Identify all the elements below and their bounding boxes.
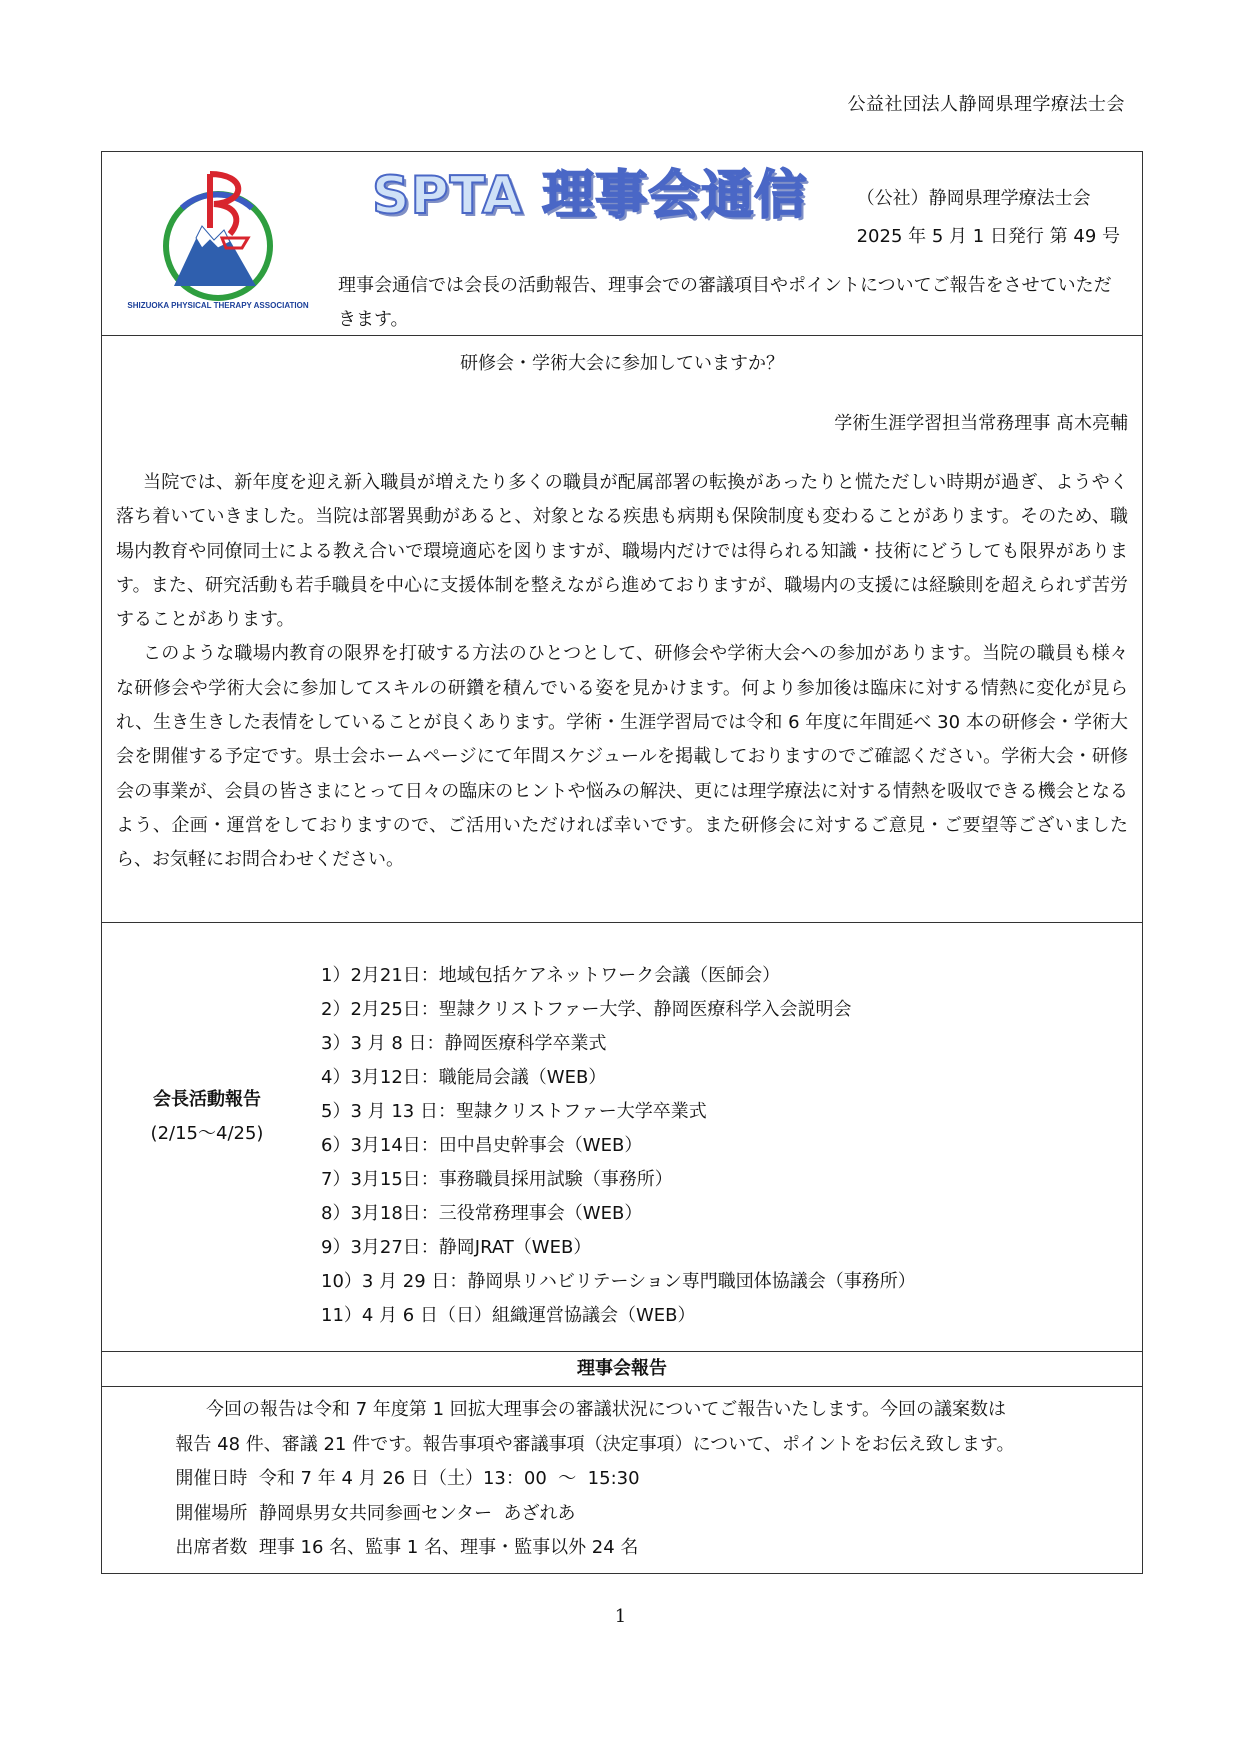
board-paragraph-line: 今回の報告は令和 7 年度第 1 回拡大理事会の審議状況についてご報告いたします。今回の議案数は [206, 1399, 1006, 1420]
issuer-name: （公社）静岡県理学療法士会 [856, 188, 1091, 209]
list-item: 4）3月12日：職能局会議（WEB） [321, 1067, 607, 1088]
article-paragraph: 当院では、新年度を迎え新入職員が増えたり多くの職員が配属部署の転換があったりと慌ただしい時期が過ぎ、ようやく落ち着いていきました。当院は部署異動があると、対象となる疾患も病期も保険制度も変わることがあります。そのため、職場内教育や同僚同士による教え合いで環境適応を図りますが、職場内だけでは得られる知識・技術にどうしても限界があります。また、研究活動も若手職員を中心に支援体制を整えながら進めておりますが、職場内の支援には経験則を超えられず苦労することがあります。 [116, 472, 1128, 631]
article-title: 研修会・学術大会に参加していますか？ [460, 353, 784, 374]
article-body [116, 466, 1128, 878]
list-item: 8）3月18日：三役常務理事会（WEB） [321, 1203, 643, 1224]
board-report-heading: 理事会報告 [102, 1352, 1142, 1387]
newsletter-frame [101, 151, 1143, 1574]
list-item: 9）3月27日：静岡JRAT（WEB） [321, 1237, 592, 1258]
list-item: 2）2月25日：聖隷クリストファー大学、静岡医療科学入会説明会 [321, 999, 852, 1020]
spta-logo [127, 168, 309, 318]
meeting-venue: 開催場所 静岡県男女共同参画センター あざれあ [175, 1502, 576, 1524]
list-item: 1）2月21日：地域包括ケアネットワーク会議（医師会） [321, 965, 781, 986]
board-report-text [116, 1393, 1128, 1566]
issue-info: 2025 年 5 月 1 日発行 第 49 号 [856, 226, 1120, 247]
list-item: 7）3月15日：事務職員採用試験（事務所） [321, 1169, 673, 1190]
list-item: 5）3 月 13 日：聖隷クリストファー大学卒業式 [321, 1101, 707, 1122]
issuer-block [857, 180, 1120, 256]
activity-section [102, 923, 1142, 1352]
meeting-date: 開催日時 令和 7 年 4 月 26 日（土）13：00 ～ 15:30 [175, 1468, 640, 1489]
organization-name: 公益社団法人静岡県理学療法士会 [847, 94, 1125, 115]
board-report-body [102, 1387, 1142, 1573]
board-paragraph-line: 報告 48 件、審議 21 件です。報告事項や審議事項（決定事項）について、ポイントをお伝え致します。 [175, 1433, 1015, 1455]
activity-period: (2/15～4/25) [150, 1123, 264, 1144]
newsletter-header [102, 152, 1142, 336]
article-section [102, 336, 1142, 923]
list-item: 3）3 月 8 日：静岡医療科学卒業式 [321, 1033, 607, 1054]
page-number: 1 [614, 1606, 627, 1627]
list-item: 11）4 月 6 日（日）組織運営協議会（WEB） [321, 1305, 696, 1326]
intro-text: 理事会通信では会長の活動報告、理事会での審議項目やポイントについてご報告をさせていただきます。 [338, 275, 1112, 330]
masthead-title: SPTA 理事会通信 [372, 166, 808, 226]
article-author: 学術生涯学習担当常務理事 髙木亮輔 [834, 413, 1128, 434]
logo-caption: SHIZUOKA PHYSICAL THERAPY ASSOCIATION [127, 301, 309, 310]
list-item: 6）3月14日：田中昌史幹事会（WEB） [321, 1135, 643, 1156]
meeting-attendance: 出席者数 理事 16 名、監事 1 名、理事・監事以外 24 名 [175, 1537, 639, 1558]
activity-label-block [102, 1083, 312, 1151]
activity-list [321, 959, 916, 1333]
article-paragraph: このような職場内教育の限界を打破する方法のひとつとして、研修会や学術大会への参加があります。当院の職員も様々な研修会や学術大会に参加してスキルの研鑽を積んでいる姿を見かけます。何より参加後は臨床に対する情熱に変化が見られ、生き生きした表情をしていることが良くあります。学術・生涯学習局では令和 6 年度に年間延べ 30 本の研修会・学術大会を開催する予定です。県士会ホームページにて年間スケジュールを掲載しておりますのでご確認ください。学術大会・研修会の事業が、会員の皆さまにとって日々の臨床のヒントや悩みの解決、更には理学療法に対する情熱を吸収できる機会となるよう、企画・運営をしておりますので、ご活用いただければ幸いです。また研修会に対するご意見・ご要望等ございましたら、お気軽にお問合わせください。 [116, 643, 1128, 871]
activity-label: 会長活動報告 [153, 1089, 261, 1110]
list-item: 10）3 月 29 日：静岡県リハビリテーション専門職団体協議会（事務所） [321, 1271, 916, 1292]
